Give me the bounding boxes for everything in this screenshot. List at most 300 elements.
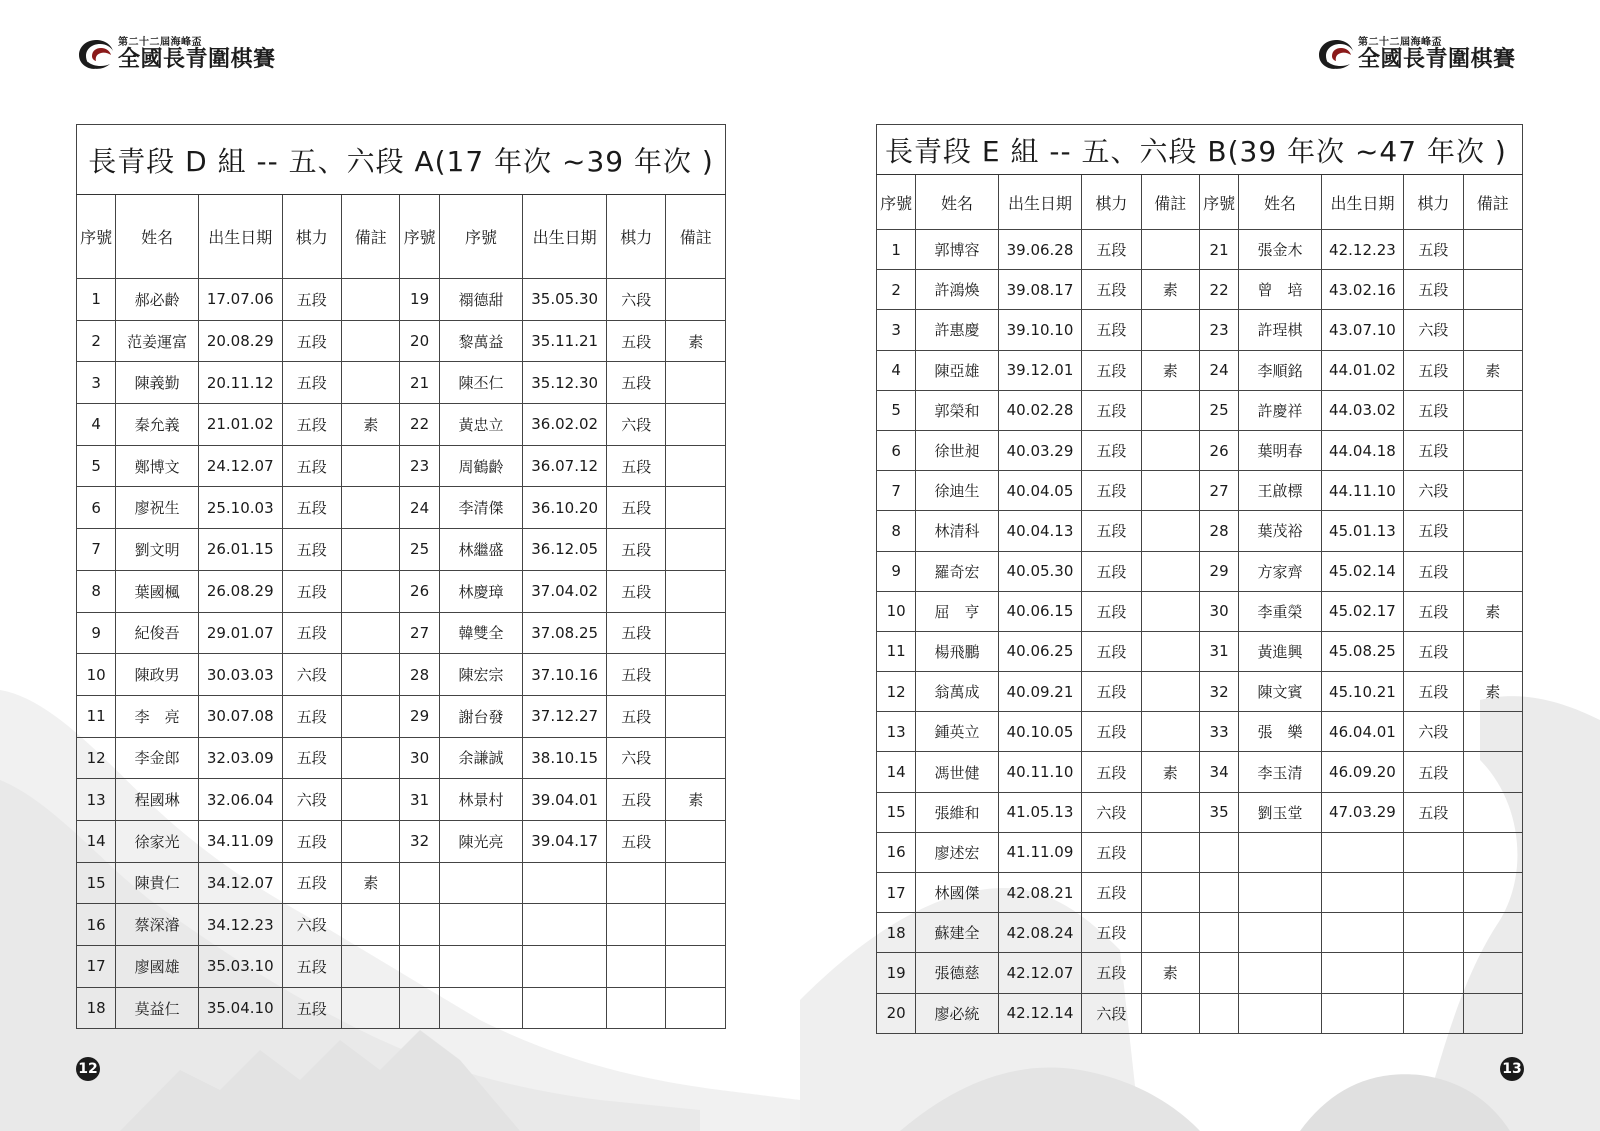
seq-cell: 2 (77, 320, 116, 362)
birth-cell: 37.10.16 (523, 654, 607, 696)
birth-cell: 42.08.24 (998, 913, 1082, 953)
name-cell: 張維和 (916, 792, 999, 832)
seq-cell: 17 (877, 873, 916, 913)
seq-cell: 23 (1199, 310, 1238, 350)
rank-cell (1404, 913, 1463, 953)
seq-cell: 35 (1199, 792, 1238, 832)
note-cell (1463, 430, 1522, 470)
rank-cell: 六段 (282, 654, 341, 696)
name-cell: 鄭博文 (116, 445, 199, 487)
table-row (877, 270, 1523, 310)
rank-cell: 五段 (1404, 631, 1463, 671)
birth-cell: 26.01.15 (198, 529, 282, 571)
rank-cell: 五段 (606, 654, 665, 696)
note-cell (1463, 631, 1522, 671)
note-cell (666, 654, 726, 696)
note-cell (666, 445, 726, 487)
rank-cell (606, 862, 665, 904)
birth-cell: 40.11.10 (998, 752, 1082, 792)
seq-cell: 4 (77, 404, 116, 446)
rank-cell: 五段 (606, 320, 665, 362)
column-header-seq: 序號 (877, 175, 916, 230)
rank-cell: 五段 (1082, 591, 1141, 631)
logo-subtitle: 第二十二屆海峰盃 (1358, 36, 1442, 48)
seq-cell: 13 (877, 712, 916, 752)
name-cell: 葉明春 (1239, 430, 1322, 470)
table-row (77, 445, 726, 487)
birth-cell (523, 904, 607, 946)
seq-cell: 3 (877, 310, 916, 350)
name-cell: 程國琳 (116, 779, 199, 821)
birth-cell (1321, 953, 1404, 993)
rank-cell (606, 987, 665, 1029)
column-header-seq: 序號 (400, 195, 439, 279)
name-cell: 禤德甜 (439, 279, 523, 321)
name-cell (1239, 832, 1322, 872)
birth-cell: 40.10.05 (998, 712, 1082, 752)
column-header-note: 備註 (1141, 175, 1199, 230)
birth-cell: 39.08.17 (998, 270, 1082, 310)
birth-cell: 30.03.03 (198, 654, 282, 696)
note-cell (1141, 672, 1199, 712)
rank-cell: 六段 (606, 404, 665, 446)
rank-cell: 六段 (1404, 310, 1463, 350)
birth-cell: 24.12.07 (198, 445, 282, 487)
seq-cell: 26 (1199, 430, 1238, 470)
seq-cell: 32 (1199, 672, 1238, 712)
birth-cell: 40.09.21 (998, 672, 1082, 712)
rank-cell: 五段 (1404, 511, 1463, 551)
rank-cell: 五段 (1404, 792, 1463, 832)
birth-cell: 35.11.21 (523, 320, 607, 362)
note-cell (342, 320, 400, 362)
table-row (877, 752, 1523, 792)
birth-cell: 37.04.02 (523, 570, 607, 612)
rank-cell: 五段 (606, 487, 665, 529)
rank-cell: 五段 (282, 737, 341, 779)
note-cell (342, 570, 400, 612)
note-cell (1463, 953, 1522, 993)
note-cell (666, 279, 726, 321)
name-cell: 黃進興 (1239, 631, 1322, 671)
birth-cell: 34.12.07 (198, 862, 282, 904)
name-cell: 林慶璋 (439, 570, 523, 612)
name-cell: 許鴻煥 (916, 270, 999, 310)
rank-cell: 五段 (282, 279, 341, 321)
name-cell: 方家齊 (1239, 551, 1322, 591)
rank-cell: 五段 (1082, 832, 1141, 872)
column-header-birth: 出生日期 (523, 195, 607, 279)
table-row (877, 350, 1523, 390)
rank-cell: 五段 (1404, 591, 1463, 631)
note-cell (666, 487, 726, 529)
table-row (877, 631, 1523, 671)
birth-cell: 41.11.09 (998, 832, 1082, 872)
birth-cell: 43.02.16 (1321, 270, 1404, 310)
rank-cell: 五段 (1082, 390, 1141, 430)
seq-cell (400, 946, 439, 988)
note-cell: 素 (342, 862, 400, 904)
seq-cell: 12 (877, 672, 916, 712)
seq-cell: 22 (400, 404, 439, 446)
birth-cell: 42.12.23 (1321, 230, 1404, 270)
table-row (877, 230, 1523, 270)
seq-cell (1199, 953, 1238, 993)
note-cell (1141, 832, 1199, 872)
note-cell (1463, 752, 1522, 792)
name-cell: 林繼盛 (439, 529, 523, 571)
seq-cell: 5 (877, 390, 916, 430)
seq-cell: 4 (877, 350, 916, 390)
note-cell (1463, 913, 1522, 953)
seq-cell: 15 (877, 792, 916, 832)
seq-cell: 13 (77, 779, 116, 821)
seq-cell: 20 (400, 320, 439, 362)
birth-cell: 45.01.13 (1321, 511, 1404, 551)
birth-cell: 40.06.25 (998, 631, 1082, 671)
table-row (877, 712, 1523, 752)
name-cell (439, 987, 523, 1029)
note-cell: 素 (1463, 672, 1522, 712)
note-cell (1463, 390, 1522, 430)
table-title: 長青段 D 組 -- 五、六段 A(17 年次 ~39 年次 ) (77, 125, 726, 195)
note-cell (342, 612, 400, 654)
table-row (77, 737, 726, 779)
note-cell (666, 529, 726, 571)
seq-cell (1199, 832, 1238, 872)
note-cell (1141, 873, 1199, 913)
rank-cell: 五段 (1082, 350, 1141, 390)
seq-cell: 32 (400, 820, 439, 862)
note-cell (342, 737, 400, 779)
note-cell (1141, 390, 1199, 430)
table-row (877, 873, 1523, 913)
name-cell: 林清科 (916, 511, 999, 551)
birth-cell (523, 987, 607, 1029)
note-cell: 素 (1141, 350, 1199, 390)
note-cell (1141, 591, 1199, 631)
table-row (877, 913, 1523, 953)
birth-cell: 29.01.07 (198, 612, 282, 654)
note-cell (666, 404, 726, 446)
seq-cell: 26 (400, 570, 439, 612)
seq-cell: 6 (877, 430, 916, 470)
birth-cell: 36.10.20 (523, 487, 607, 529)
logo-title: 全國長青圍棋賽 (118, 46, 276, 72)
rank-cell: 六段 (606, 279, 665, 321)
name-cell: 徐家光 (116, 820, 199, 862)
seq-cell: 8 (77, 570, 116, 612)
column-header-rank: 棋力 (606, 195, 665, 279)
seq-cell: 15 (77, 862, 116, 904)
birth-cell: 38.10.15 (523, 737, 607, 779)
note-cell (342, 820, 400, 862)
seq-cell (400, 862, 439, 904)
table-row (77, 279, 726, 321)
name-cell: 蔡深濬 (116, 904, 199, 946)
seq-cell: 33 (1199, 712, 1238, 752)
seq-cell: 1 (877, 230, 916, 270)
seq-cell: 10 (877, 591, 916, 631)
rank-cell (606, 946, 665, 988)
note-cell (666, 362, 726, 404)
name-cell: 張 樂 (1239, 712, 1322, 752)
page-number-badge: 13 (1500, 1057, 1524, 1081)
birth-cell (1321, 913, 1404, 953)
rank-cell: 五段 (1404, 430, 1463, 470)
birth-cell: 37.12.27 (523, 695, 607, 737)
birth-cell: 30.07.08 (198, 695, 282, 737)
seq-cell: 2 (877, 270, 916, 310)
table-row (877, 953, 1523, 993)
birth-cell: 39.04.01 (523, 779, 607, 821)
seq-cell: 14 (877, 752, 916, 792)
seq-cell: 10 (77, 654, 116, 696)
note-cell (666, 820, 726, 862)
table-row (77, 404, 726, 446)
seq-cell: 29 (1199, 551, 1238, 591)
seq-cell: 28 (400, 654, 439, 696)
table-header-row (877, 175, 1523, 230)
seq-cell: 34 (1199, 752, 1238, 792)
seq-cell: 19 (400, 279, 439, 321)
name-cell (1239, 953, 1322, 993)
table-row (77, 487, 726, 529)
seq-cell: 27 (1199, 471, 1238, 511)
rank-cell: 五段 (606, 695, 665, 737)
note-cell (666, 612, 726, 654)
seq-cell: 25 (1199, 390, 1238, 430)
note-cell (1463, 511, 1522, 551)
logo-title: 全國長青圍棋賽 (1358, 46, 1516, 72)
rank-cell: 六段 (606, 737, 665, 779)
roster-table-group-d (76, 124, 726, 1029)
column-header-birth: 出生日期 (1321, 175, 1404, 230)
name-cell: 葉國楓 (116, 570, 199, 612)
rank-cell: 五段 (282, 862, 341, 904)
rank-cell: 五段 (1404, 672, 1463, 712)
name-cell: 紀俊吾 (116, 612, 199, 654)
table-row (77, 779, 726, 821)
rank-cell: 五段 (282, 320, 341, 362)
note-cell (342, 279, 400, 321)
birth-cell: 45.02.17 (1321, 591, 1404, 631)
rank-cell: 五段 (1082, 873, 1141, 913)
rank-cell: 五段 (282, 820, 341, 862)
birth-cell (523, 946, 607, 988)
note-cell (1141, 551, 1199, 591)
note-cell (1141, 712, 1199, 752)
rank-cell: 六段 (282, 779, 341, 821)
note-cell (1463, 471, 1522, 511)
birth-cell (1321, 832, 1404, 872)
rank-cell: 五段 (606, 570, 665, 612)
birth-cell: 39.12.01 (998, 350, 1082, 390)
seq-cell: 23 (400, 445, 439, 487)
birth-cell: 32.06.04 (198, 779, 282, 821)
seq-cell: 17 (77, 946, 116, 988)
birth-cell: 39.10.10 (998, 310, 1082, 350)
rank-cell (1404, 953, 1463, 993)
wave-swirl-logo-icon (1316, 34, 1356, 74)
name-cell: 劉玉堂 (1239, 792, 1322, 832)
table-row (77, 862, 726, 904)
rank-cell: 五段 (1082, 230, 1141, 270)
column-header-rank: 棋力 (1082, 175, 1141, 230)
rank-cell: 五段 (282, 362, 341, 404)
rank-cell: 五段 (1404, 350, 1463, 390)
table-row (77, 946, 726, 988)
event-logo (1316, 34, 1516, 74)
birth-cell: 43.07.10 (1321, 310, 1404, 350)
table-row (877, 993, 1523, 1033)
note-cell (1141, 471, 1199, 511)
name-cell: 陳丕仁 (439, 362, 523, 404)
birth-cell: 35.03.10 (198, 946, 282, 988)
rank-cell: 五段 (1082, 430, 1141, 470)
name-cell: 李金郎 (116, 737, 199, 779)
note-cell: 素 (1463, 350, 1522, 390)
rank-cell (1404, 993, 1463, 1033)
rank-cell: 五段 (282, 529, 341, 571)
note-cell (666, 737, 726, 779)
note-cell (1463, 712, 1522, 752)
note-cell (1141, 230, 1199, 270)
name-cell: 莫益仁 (116, 987, 199, 1029)
note-cell: 素 (1141, 270, 1199, 310)
name-cell: 陳宏宗 (439, 654, 523, 696)
name-cell: 廖述宏 (916, 832, 999, 872)
event-logo (76, 34, 276, 74)
note-cell (1141, 631, 1199, 671)
rank-cell (606, 904, 665, 946)
name-cell: 范姜運富 (116, 320, 199, 362)
birth-cell: 42.12.14 (998, 993, 1082, 1033)
birth-cell: 34.11.09 (198, 820, 282, 862)
column-header-name: 序號 (439, 195, 523, 279)
name-cell (439, 946, 523, 988)
birth-cell: 40.04.13 (998, 511, 1082, 551)
rank-cell: 五段 (282, 946, 341, 988)
table-row (77, 654, 726, 696)
seq-cell (1199, 993, 1238, 1033)
seq-cell: 14 (77, 820, 116, 862)
rank-cell: 五段 (282, 487, 341, 529)
note-cell: 素 (1463, 591, 1522, 631)
birth-cell: 42.12.07 (998, 953, 1082, 993)
birth-cell: 36.02.02 (523, 404, 607, 446)
note-cell (342, 362, 400, 404)
table-row (877, 591, 1523, 631)
table-body (877, 230, 1523, 1034)
table-row (77, 529, 726, 571)
birth-cell: 40.02.28 (998, 390, 1082, 430)
seq-cell: 30 (400, 737, 439, 779)
birth-cell: 21.01.02 (198, 404, 282, 446)
name-cell: 黎萬益 (439, 320, 523, 362)
table-row (877, 390, 1523, 430)
page-number-badge: 12 (76, 1057, 100, 1081)
birth-cell: 44.11.10 (1321, 471, 1404, 511)
rank-cell: 五段 (1082, 712, 1141, 752)
note-cell (342, 779, 400, 821)
birth-cell (1321, 993, 1404, 1033)
seq-cell: 24 (400, 487, 439, 529)
birth-cell: 46.04.01 (1321, 712, 1404, 752)
rank-cell: 五段 (1404, 390, 1463, 430)
name-cell (1239, 993, 1322, 1033)
rank-cell: 五段 (1082, 672, 1141, 712)
rank-cell: 五段 (606, 820, 665, 862)
note-cell (1141, 310, 1199, 350)
name-cell: 余謙誠 (439, 737, 523, 779)
table-row (877, 310, 1523, 350)
note-cell: 素 (666, 320, 726, 362)
rank-cell: 五段 (282, 612, 341, 654)
table-row (877, 832, 1523, 872)
table-header-row (77, 195, 726, 279)
name-cell: 陳文賓 (1239, 672, 1322, 712)
birth-cell: 35.05.30 (523, 279, 607, 321)
note-cell (342, 695, 400, 737)
seq-cell: 31 (400, 779, 439, 821)
birth-cell: 40.03.29 (998, 430, 1082, 470)
note-cell (1463, 792, 1522, 832)
seq-cell: 29 (400, 695, 439, 737)
birth-cell: 41.05.13 (998, 792, 1082, 832)
birth-cell: 20.11.12 (198, 362, 282, 404)
table-row (877, 672, 1523, 712)
name-cell: 劉文明 (116, 529, 199, 571)
column-header-note: 備註 (342, 195, 400, 279)
rank-cell: 五段 (282, 445, 341, 487)
note-cell (1463, 993, 1522, 1033)
name-cell: 李玉清 (1239, 752, 1322, 792)
note-cell (342, 445, 400, 487)
note-cell (1141, 511, 1199, 551)
name-cell: 陳光亮 (439, 820, 523, 862)
birth-cell: 26.08.29 (198, 570, 282, 612)
name-cell: 王啟標 (1239, 471, 1322, 511)
name-cell: 李清傑 (439, 487, 523, 529)
name-cell (1239, 913, 1322, 953)
rank-cell: 五段 (606, 445, 665, 487)
rank-cell: 五段 (1404, 270, 1463, 310)
note-cell (1141, 792, 1199, 832)
name-cell: 周鶴齡 (439, 445, 523, 487)
birth-cell: 35.12.30 (523, 362, 607, 404)
name-cell: 鍾英立 (916, 712, 999, 752)
seq-cell: 6 (77, 487, 116, 529)
birth-cell: 45.08.25 (1321, 631, 1404, 671)
name-cell (439, 904, 523, 946)
birth-cell: 37.08.25 (523, 612, 607, 654)
rank-cell: 五段 (282, 570, 341, 612)
note-cell (1141, 430, 1199, 470)
name-cell: 蘇建全 (916, 913, 999, 953)
name-cell: 廖必統 (916, 993, 999, 1033)
note-cell (666, 987, 726, 1029)
seq-cell: 27 (400, 612, 439, 654)
column-header-name: 姓名 (116, 195, 199, 279)
table-title: 長青段 E 組 -- 五、六段 B(39 年次 ~47 年次 ) (877, 125, 1523, 175)
rank-cell: 五段 (282, 695, 341, 737)
birth-cell: 44.01.02 (1321, 350, 1404, 390)
seq-cell: 22 (1199, 270, 1238, 310)
rank-cell (1404, 832, 1463, 872)
note-cell (1463, 310, 1522, 350)
rank-cell: 五段 (1082, 913, 1141, 953)
